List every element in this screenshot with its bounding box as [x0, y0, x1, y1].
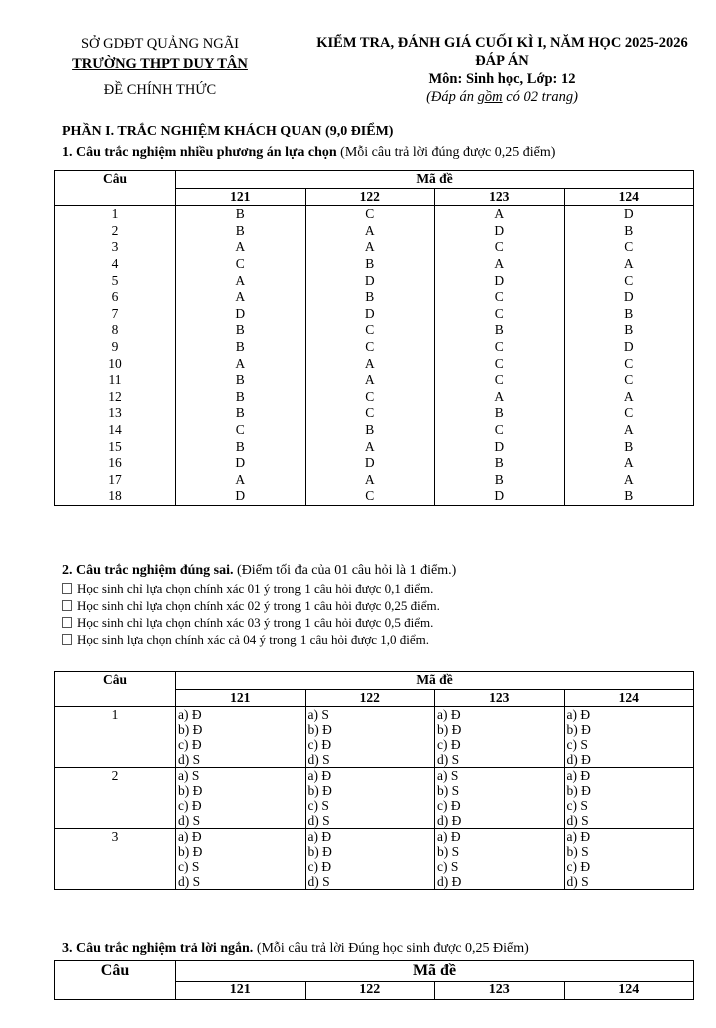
col-header-made: Mã đề	[176, 961, 694, 982]
answer-cell: C	[435, 306, 565, 323]
col-header-made: Mã đề	[176, 171, 694, 189]
answer-cell: C	[176, 422, 306, 439]
answer-cell: C	[564, 405, 694, 422]
answer-item: d) S	[307, 874, 330, 890]
table-row	[55, 356, 694, 373]
answer-item: c) S	[307, 798, 329, 814]
answer-cell: C	[435, 289, 565, 306]
answer-cell	[305, 768, 435, 829]
answer-cell	[435, 707, 565, 768]
question-number: 14	[55, 422, 176, 439]
col-header-cau: Câu	[55, 672, 176, 707]
answer-cell: B	[305, 289, 435, 306]
answer-item: c) S	[566, 737, 588, 753]
answer-cell: B	[435, 455, 565, 472]
answer-item: c) Đ	[178, 737, 202, 753]
answer-cell: C	[435, 356, 565, 373]
answer-item: d) Đ	[437, 874, 462, 890]
code-header: 121	[176, 188, 306, 206]
table-row	[55, 488, 694, 505]
answer-item: a) Đ	[437, 707, 461, 723]
answer-item: a) Đ	[566, 768, 591, 784]
answer-cell: A	[176, 273, 306, 290]
answer-item: b) Đ	[307, 783, 332, 799]
answer-key-title: ĐÁP ÁN	[475, 53, 529, 69]
answer-cell: A	[564, 455, 694, 472]
answer-cell: A	[176, 356, 306, 373]
answer-cell: C	[305, 206, 435, 223]
answer-cell: D	[564, 206, 694, 223]
answer-item: a) Đ	[178, 829, 202, 845]
answer-cell: C	[435, 239, 565, 256]
checkbox-icon	[62, 583, 72, 594]
answer-item: b) Đ	[566, 722, 591, 738]
answer-cell: C	[564, 356, 694, 373]
table-row	[55, 322, 694, 339]
code-header: 124	[564, 689, 694, 707]
table-row	[55, 829, 694, 890]
table-row	[55, 256, 694, 273]
answer-item: c) Đ	[178, 798, 202, 814]
answer-cell	[435, 829, 565, 890]
answer-item: d) S	[566, 874, 589, 890]
rule-bullet: Học sinh lựa chọn chính xác cả 04 ý trong 1 câu hỏi được 1,0 điểm.	[62, 631, 429, 648]
answer-item: a) Đ	[307, 829, 332, 845]
answer-cell: B	[564, 223, 694, 240]
answer-cell: B	[564, 488, 694, 505]
question-number: 4	[55, 256, 176, 273]
col-header-cau: Câu	[55, 171, 176, 206]
table-row	[55, 206, 694, 223]
answer-cell: B	[435, 405, 565, 422]
answer-cell	[305, 829, 435, 890]
answer-item: b) Đ	[437, 722, 462, 738]
question-number: 9	[55, 339, 176, 356]
rule-bullet: Học sinh chỉ lựa chọn chính xác 03 ý trong 1 câu hỏi được 0,5 điểm.	[62, 614, 433, 631]
code-header: 123	[435, 689, 565, 707]
answer-cell: A	[305, 239, 435, 256]
answer-cell: A	[564, 256, 694, 273]
answer-cell: B	[176, 223, 306, 240]
page-count-note: (Đáp án gồm có 02 trang)	[426, 89, 578, 105]
question-number: 15	[55, 439, 176, 456]
table-row	[55, 306, 694, 323]
answer-cell: B	[176, 439, 306, 456]
answer-cell: D	[435, 273, 565, 290]
table-row	[55, 768, 694, 829]
answer-cell: B	[564, 306, 694, 323]
answer-item: d) S	[307, 752, 330, 768]
header-left	[40, 34, 280, 100]
answer-cell: C	[564, 372, 694, 389]
answer-cell	[564, 829, 694, 890]
answer-item: c) S	[437, 859, 459, 875]
code-header: 123	[435, 982, 565, 1000]
answer-item: b) Đ	[307, 844, 332, 860]
answer-cell: A	[305, 372, 435, 389]
table-row	[55, 455, 694, 472]
answer-cell: C	[435, 372, 565, 389]
answer-cell	[564, 768, 694, 829]
answer-item: c) Đ	[437, 798, 461, 814]
answer-item: b) S	[566, 844, 589, 860]
answer-item: d) Đ	[566, 752, 591, 768]
answer-cell: A	[305, 223, 435, 240]
answer-cell: A	[435, 256, 565, 273]
answer-cell: C	[305, 322, 435, 339]
table-row	[55, 273, 694, 290]
section-2-heading: 2. Câu trắc nghiệm đúng sai. (Điểm tối đa của 01 câu hỏi là 1 điểm.)	[62, 563, 457, 578]
answer-cell	[564, 707, 694, 768]
answer-cell: D	[176, 306, 306, 323]
answer-item: b) Đ	[178, 722, 203, 738]
question-number: 12	[55, 389, 176, 406]
answer-cell: A	[564, 472, 694, 489]
answer-cell: B	[435, 472, 565, 489]
rule-bullet: Học sinh chỉ lựa chọn chính xác 01 ý trong 1 câu hỏi được 0,1 điểm.	[62, 580, 433, 597]
answer-cell: A	[305, 472, 435, 489]
col-header-made: Mã đề	[176, 672, 694, 690]
department-name: SỞ GDĐT QUẢNG NGÃI	[80, 36, 240, 52]
answer-item: d) S	[307, 813, 330, 829]
col-header-cau: Câu	[55, 961, 176, 1000]
answer-cell: A	[305, 356, 435, 373]
answer-cell: D	[435, 439, 565, 456]
answer-cell: C	[305, 339, 435, 356]
answer-item: b) Đ	[307, 722, 332, 738]
answer-cell: D	[564, 339, 694, 356]
answer-cell	[305, 707, 435, 768]
question-number: 1	[55, 206, 176, 223]
answer-item: b) Đ	[178, 844, 203, 860]
exam-title: KIỂM TRA, ĐÁNH GIÁ CUỐI KÌ I, NĂM HỌC 2025-2026	[316, 35, 688, 51]
answer-item: a) S	[307, 707, 329, 723]
answer-cell	[176, 768, 306, 829]
table-row	[55, 439, 694, 456]
code-header: 122	[305, 689, 435, 707]
answer-cell: A	[305, 439, 435, 456]
answer-item: a) Đ	[566, 707, 591, 723]
answer-item: c) Đ	[307, 737, 332, 753]
answer-cell: A	[176, 289, 306, 306]
answer-cell: B	[564, 322, 694, 339]
section-1-heading: 1. Câu trắc nghiệm nhiều phương án lựa chọn (Mỗi câu trả lời đúng được 0,25 điểm)	[62, 145, 556, 160]
question-number: 2	[55, 768, 176, 829]
answer-item: c) Đ	[307, 859, 332, 875]
answer-cell: D	[176, 488, 306, 505]
answer-item: a) S	[178, 768, 200, 784]
code-header: 124	[564, 982, 694, 1000]
question-number: 17	[55, 472, 176, 489]
question-number: 2	[55, 223, 176, 240]
part-one-title: PHẦN I. TRẮC NGHIỆM KHÁCH QUAN (9,0 ĐIỂM)	[62, 124, 394, 139]
code-header: 122	[305, 982, 435, 1000]
answer-cell: B	[564, 439, 694, 456]
answer-cell: D	[305, 306, 435, 323]
answer-cell: A	[176, 472, 306, 489]
school-name: TRƯỜNG THPT DUY TÂN	[72, 56, 248, 72]
answer-cell: A	[564, 422, 694, 439]
answer-item: a) Đ	[178, 707, 202, 723]
table-row	[55, 339, 694, 356]
checkbox-icon	[62, 617, 72, 628]
table-row	[55, 223, 694, 240]
checkbox-icon	[62, 600, 72, 611]
answer-cell: B	[305, 256, 435, 273]
table-row	[55, 707, 694, 768]
code-header: 122	[305, 188, 435, 206]
subject-line: Môn: Sinh học, Lớp: 12	[428, 71, 576, 87]
answer-cell: C	[435, 422, 565, 439]
table-row	[55, 239, 694, 256]
answer-cell: D	[564, 289, 694, 306]
answer-cell: D	[435, 488, 565, 505]
table-row	[55, 405, 694, 422]
answer-item: c) Đ	[437, 737, 461, 753]
answer-cell	[435, 768, 565, 829]
code-header: 121	[176, 982, 306, 1000]
question-number: 16	[55, 455, 176, 472]
official-label: ĐỀ CHÍNH THỨC	[103, 82, 217, 98]
answer-cell: A	[435, 206, 565, 223]
answer-item: b) S	[437, 783, 460, 799]
header-right	[292, 34, 712, 106]
checkbox-icon	[62, 634, 72, 645]
code-header: 121	[176, 689, 306, 707]
answer-item: b) S	[437, 844, 460, 860]
answer-cell: B	[435, 322, 565, 339]
question-number: 18	[55, 488, 176, 505]
answer-cell: C	[305, 389, 435, 406]
answer-item: a) Đ	[566, 829, 591, 845]
question-number: 11	[55, 372, 176, 389]
answer-cell: D	[176, 455, 306, 472]
true-false-table	[54, 671, 694, 890]
answer-item: d) Đ	[437, 813, 462, 829]
answer-item: b) Đ	[178, 783, 203, 799]
answer-cell: B	[176, 206, 306, 223]
rule-bullet: Học sinh chỉ lựa chọn chính xác 02 ý trong 1 câu hỏi được 0,25 điểm.	[62, 597, 440, 614]
table-row	[55, 422, 694, 439]
question-number: 10	[55, 356, 176, 373]
code-header: 124	[564, 188, 694, 206]
answer-cell: B	[176, 389, 306, 406]
code-header: 123	[435, 188, 565, 206]
answer-item: d) S	[437, 752, 460, 768]
answer-item: d) S	[178, 752, 201, 768]
answer-cell: D	[305, 455, 435, 472]
answer-item: d) S	[178, 813, 201, 829]
answer-item: d) S	[178, 874, 201, 890]
table-row	[55, 289, 694, 306]
answer-item: d) S	[566, 813, 589, 829]
answer-cell: C	[435, 339, 565, 356]
answer-cell: B	[176, 339, 306, 356]
answer-cell: D	[305, 273, 435, 290]
answer-cell: B	[176, 372, 306, 389]
answer-cell: C	[176, 256, 306, 273]
answer-cell: B	[176, 405, 306, 422]
answer-cell: B	[176, 322, 306, 339]
answer-cell: C	[305, 488, 435, 505]
answer-item: c) S	[566, 798, 588, 814]
answer-item: a) Đ	[307, 768, 332, 784]
question-number: 6	[55, 289, 176, 306]
answer-cell: A	[176, 239, 306, 256]
answer-cell: A	[564, 389, 694, 406]
answer-item: a) S	[437, 768, 459, 784]
table-row	[55, 372, 694, 389]
answer-cell: C	[305, 405, 435, 422]
answer-item: c) S	[178, 859, 200, 875]
short-answer-table	[54, 960, 694, 1000]
question-number: 8	[55, 322, 176, 339]
table-row	[55, 472, 694, 489]
answer-cell: D	[435, 223, 565, 240]
answer-item: a) Đ	[437, 829, 461, 845]
answer-cell	[176, 707, 306, 768]
question-number: 3	[55, 829, 176, 890]
question-number: 5	[55, 273, 176, 290]
table-row	[55, 389, 694, 406]
answer-cell: C	[564, 239, 694, 256]
answer-item: b) Đ	[566, 783, 591, 799]
multiple-choice-table	[54, 170, 694, 506]
answer-item: c) Đ	[566, 859, 591, 875]
answer-cell	[176, 829, 306, 890]
answer-cell: C	[564, 273, 694, 290]
question-number: 7	[55, 306, 176, 323]
answer-cell: A	[435, 389, 565, 406]
answer-cell: B	[305, 422, 435, 439]
question-number: 3	[55, 239, 176, 256]
section-3-heading: 3. Câu trắc nghiệm trả lời ngắn. (Mỗi câu trả lời Đúng học sinh được 0,25 Điểm)	[62, 941, 529, 956]
question-number: 13	[55, 405, 176, 422]
question-number: 1	[55, 707, 176, 768]
